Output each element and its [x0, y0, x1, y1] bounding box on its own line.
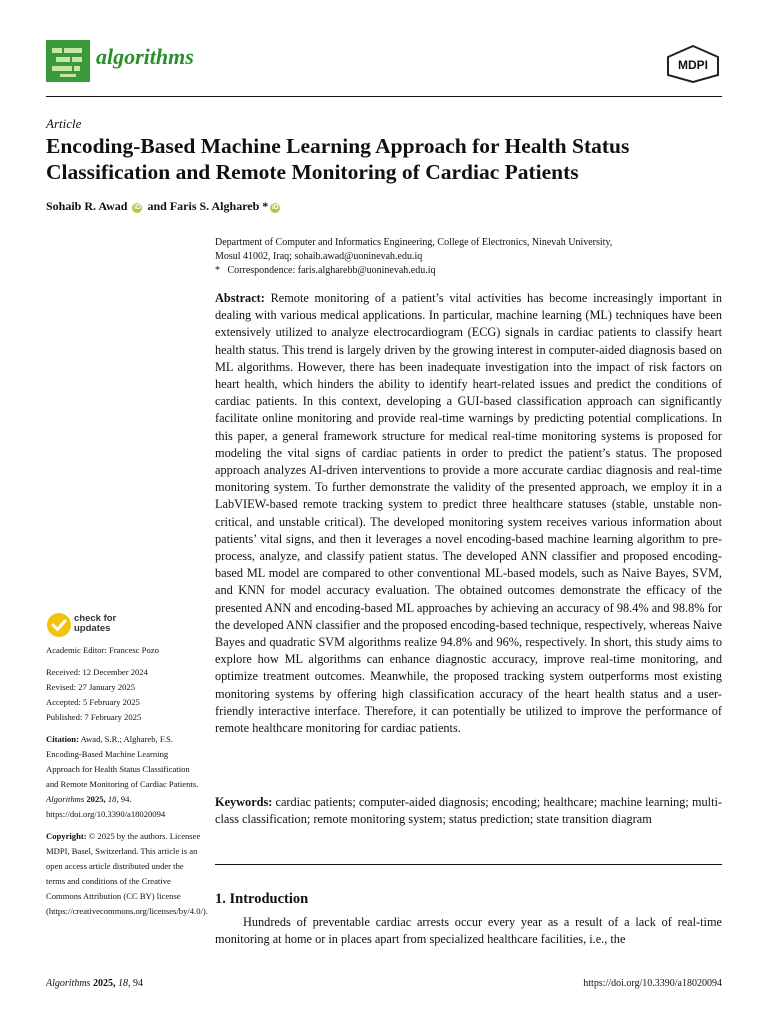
check-updates-icon [46, 612, 72, 638]
citation [46, 732, 201, 822]
academic-editor: Academic Editor: Francesc Pozo [46, 645, 159, 655]
check-updates-label [74, 614, 116, 634]
paper-title: Encoding-Based Machine Learning Approach for Health Status Classification and Remote Monitoring of Cardiac Patients [46, 134, 630, 184]
affiliation-line: Mosul 41002, Iraq; sohaib.awad@uoninevah.edu.iq [215, 251, 423, 262]
affiliation-line: Department of Computer and Informatics Engineering, College of Electronics, Ninevah University, [215, 237, 613, 248]
journal-logo-icon [46, 40, 90, 82]
correspondence [215, 264, 715, 278]
affiliations [215, 236, 715, 278]
footer-year: 2025, [92, 978, 116, 989]
publisher-logo[interactable] [666, 45, 720, 83]
published-date: Published: 7 February 2025 [46, 712, 142, 722]
publisher-name: MDPI [678, 58, 708, 72]
check-for-updates-button[interactable] [46, 612, 166, 640]
abstract-text: Remote monitoring of a patient’s vital activities has become increasingly important in dealing with various medical applications. In particular, machine learning (ML) techniques have been extensively utilized to analyze electrocardiogram (ECG) signals in cardiac patients to classify heart health status. This trend is largely driven by the growing interest in computer-aided diagnosis based on ML algorithms. However, there has been inadequate investigation into the impact of risk factors on heart health, which hinders the ability to identify heart-related issues and predict the conditions of cardiac patients. In this context, developing a GUI-based classification approach can significantly facilitate online monitoring and provide real-time warnings by predicting potential complications. In this paper, a general framework structure for medical real-time monitoring systems is proposed for modeling the vital signs of cardiac patients in order to predict the patient’s status. The proposed approach analyzes AI-driven interventions to provide a more accurate cardiac diagnosis and real-time monitoring system. To further demonstrate the validity of the presented approach, we employ it in a LabVIEW-based remote tracking system to predict three healthcare statuses (stable, unstable non-critical, and unstable critical). The developed monitoring system receives various information about patients’ vital signs, and then it leverages a novel encoding-based machine learning algorithm to pre-process, analyze, and classify patient status. The developed ANN classifier and proposed encoding-based ML model are compared to other conventional ML-based models, such as Naive Bayes, SVM, and KNN for model accuracy evaluation. The obtained outcomes demonstrate the efficacy of the presented ANN and encoding-based ML approaches by achieving an accuracy of 98.4% and 98.8% for the developed ANN classifier and the proposed encoding-based technique, respectively, whereas Naive Bayes and quadratic SVM algorithms realize 94.8% and 96%, respectively. In short, this study aims to explore how ML algorithms can enhance diagnostic accuracy, improve real-time monitoring, and optimize treatment outcomes. Meanwhile, the proposed tracking system outperforms most existing monitoring systems by offering high classification accuracy of the heart health status and a user-friendly interactive interface. Therefore, it can potentially be utilized to improve the performance of remote healthcare monitoring for cardiac patients. [215, 291, 722, 736]
section-divider [215, 864, 722, 865]
footer-doi[interactable]: https://doi.org/10.3390/a18020094 [583, 978, 722, 989]
journal-name[interactable]: algorithms [96, 44, 194, 69]
citation-label: Citation: [46, 734, 79, 744]
author-join: and [147, 199, 167, 213]
orcid-icon[interactable]: iD [271, 204, 279, 211]
keywords [215, 794, 722, 828]
dates [46, 665, 201, 725]
citation-year: 2025, [86, 794, 106, 804]
citation-doi[interactable]: 94. https://doi.org/10.3390/a18020094 [46, 794, 166, 819]
header-divider [46, 96, 722, 97]
abstract-label: Abstract: [215, 291, 265, 305]
article-info-sidebar [46, 643, 208, 926]
copyright-label: Copyright: [46, 831, 87, 841]
citation-journal: Algorithms [46, 794, 85, 804]
keywords-label: Keywords: [215, 795, 273, 809]
author-2[interactable]: Faris S. Alghareb * [169, 199, 269, 213]
check-updates-line: check for [74, 613, 117, 624]
keywords-text: cardiac patients; computer-aided diagnosis; encoding; healthcare; machine learning; multi-class classification; remote monitoring system; status prediction; state transition diagram [215, 795, 722, 826]
footer-volume: 18, [117, 978, 131, 989]
citation-volume: 18, [107, 794, 119, 804]
footer-journal: Algorithms [46, 978, 91, 989]
section-heading: 1. Introduction [215, 891, 309, 907]
accepted-date: Accepted: 5 February 2025 [46, 697, 140, 707]
author-1[interactable]: Sohaib R. Awad [46, 199, 128, 213]
copyright-text: © 2025 by the authors. Licensee MDPI, Basel, Switzerland. This article is an open access article distributed under the terms and conditions of the Creative Commons Attribution (CC BY) license (https://creativecommons.org/licenses/by/4.0/). [46, 831, 208, 916]
abstract [215, 290, 722, 737]
footer-page: 94 [132, 978, 143, 989]
intro-paragraph: Hundreds of preventable cardiac arrests occur every year as a result of a lack of real-time monitoring at home or in places apart from specialized healthcare facilities, i.e., the [215, 915, 722, 947]
correspondence-email[interactable]: Correspondence: faris.algharebb@uoninevah.edu.iq [227, 265, 436, 276]
citation-text: Awad, S.R.; Alghareb, F.S. Encoding-Based Machine Learning Approach for Health Status Classification and Remote Monitoring of Cardiac Patients. [46, 734, 199, 789]
received-date: Received: 12 December 2024 [46, 667, 148, 677]
footer-citation [46, 978, 143, 989]
check-updates-line: updates [74, 623, 111, 634]
orcid-icon[interactable]: iD [133, 204, 141, 211]
copyright [46, 829, 208, 919]
author-list [46, 199, 282, 214]
correspondence-mark: * [215, 265, 220, 276]
article-type: Article [46, 116, 82, 131]
revised-date: Revised: 27 January 2025 [46, 682, 136, 692]
